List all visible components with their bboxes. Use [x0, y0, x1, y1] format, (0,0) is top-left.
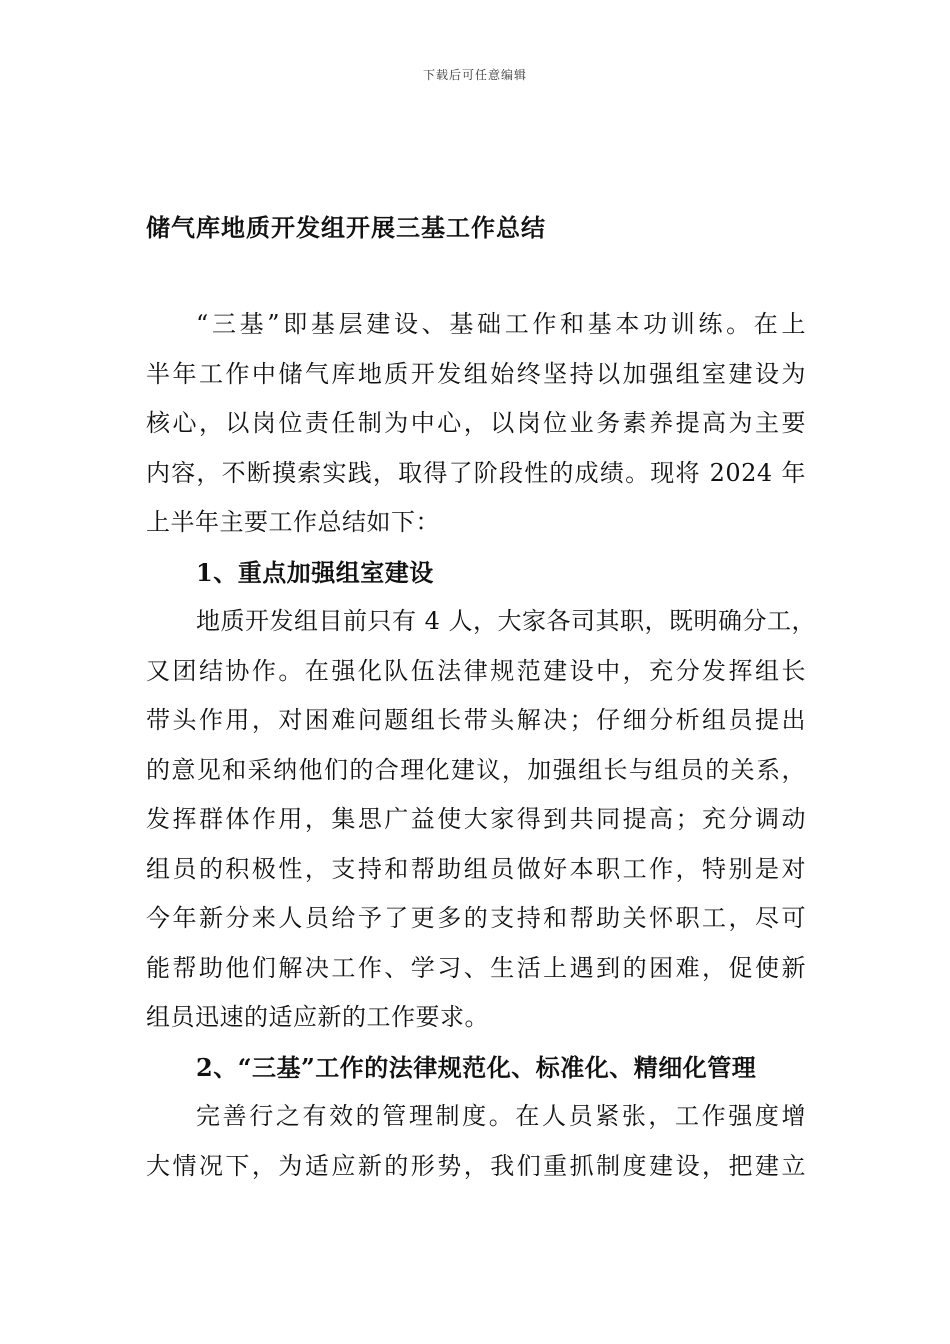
section-1-line: 今年新分来人员给予了更多的支持和帮助关怀职工，尽可 — [146, 904, 806, 932]
section-2-line: 大情况下，为适应新的形势，我们重抓制度建设，把建立 — [146, 1151, 806, 1180]
page-header-note: 下载后可任意编辑 — [422, 68, 527, 82]
intro-line: 内容，不断摸索实践，取得了阶段性的成绩。现将 2024 年 — [146, 458, 806, 487]
section-1-line: 地质开发组目前只有 4 人，大家各司其职，既明确分工， — [196, 607, 817, 635]
section-2-line: 完善行之有效的管理制度。在人员紧张，工作强度增 — [196, 1102, 806, 1130]
section-1-line: 组员迅速的适应新的工作要求。 — [146, 1003, 489, 1031]
section-1-line: 又团结协作。在强化队伍法律规范建设中，充分发挥组长 — [146, 656, 806, 685]
intro-line: 核心，以岗位责任制为中心，以岗位业务素养提高为主要 — [146, 409, 806, 437]
intro-line: 上半年主要工作总结如下： — [146, 508, 440, 536]
section-1-line: 的意见和采纳他们的合理化建议，加强组长与组员的关系， — [146, 755, 806, 784]
section-2-heading: 2、“三基”工作的法律规范化、标准化、精细化管理 — [196, 1052, 757, 1082]
document-title: 储气库地质开发组开展三基工作总结 — [146, 213, 546, 242]
section-1-line: 带头作用，对困难问题组长带头解决；仔细分析组员提出 — [146, 706, 806, 734]
section-1-line: 能帮助他们解决工作、学习、生活上遇到的困难，促使新 — [146, 953, 806, 982]
document-body — [146, 300, 817, 1191]
intro-line: 半年工作中储气库地质开发组始终坚持以加强组室建设为 — [146, 359, 806, 388]
section-1-line: 组员的积极性，支持和帮助组员做好本职工作，特别是对 — [146, 854, 806, 883]
section-1-heading: 1、重点加强组室建设 — [196, 557, 434, 587]
section-1-line: 发挥群体作用，集思广益使大家得到共同提高；充分调动 — [146, 805, 806, 833]
intro-line: “三基”即基层建设、基础工作和基本功训练。在上 — [196, 310, 806, 338]
